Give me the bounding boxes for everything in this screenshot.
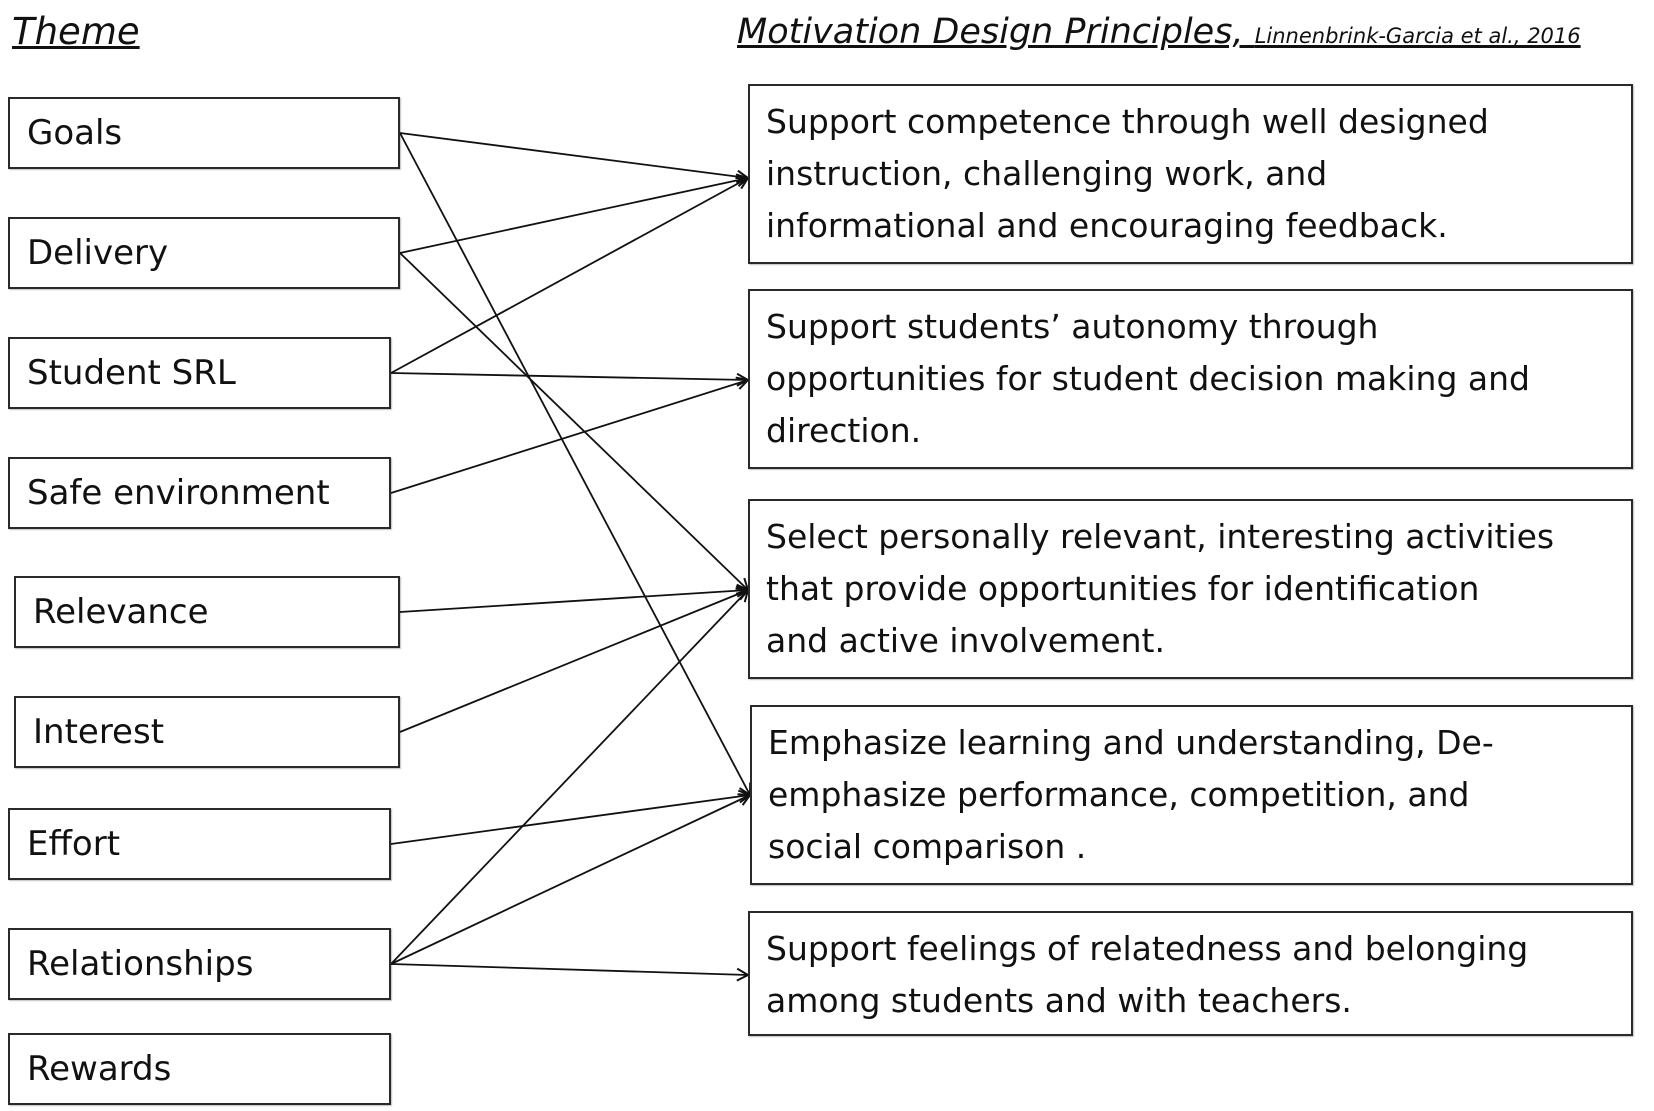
theme-label: Safe environment (27, 473, 330, 513)
theme-box-safe-environment (8, 457, 391, 529)
principle-box-relatedness (748, 911, 1633, 1036)
principle-box-competence (748, 84, 1633, 264)
principle-box-learning (750, 705, 1633, 885)
theme-label: Goals (27, 113, 123, 153)
theme-label: Relationships (27, 944, 254, 984)
connector-arrow (391, 373, 748, 380)
theme-box-goals (8, 97, 400, 169)
connector-arrow (391, 590, 748, 964)
principle-line: direction. (766, 411, 922, 450)
principles-header-citation: Linnenbrink-Garcia et al., 2016 (1254, 24, 1581, 48)
theme-label: Rewards (27, 1049, 172, 1089)
principle-line: Support students’ autonomy through (766, 307, 1379, 346)
principle-line: Emphasize learning and understanding, De- (768, 723, 1494, 762)
principle-line: emphasize performance, competition, and (768, 775, 1470, 814)
principle-line: that provide opportunities for identification (766, 569, 1480, 608)
theme-box-delivery (8, 217, 400, 289)
connector-arrow (400, 133, 750, 795)
theme-box-relationships (8, 928, 391, 1000)
connector-arrow (400, 590, 748, 732)
theme-box-rewards (8, 1033, 391, 1105)
theme-label: Student SRL (27, 353, 236, 393)
principle-line: Support competence through well designed (766, 102, 1489, 141)
theme-label: Relevance (33, 592, 209, 632)
theme-label: Delivery (27, 233, 169, 273)
principle-line: social comparison . (768, 827, 1087, 866)
theme-box-relevance (14, 576, 400, 648)
theme-label: Interest (33, 712, 165, 752)
theme-box-student-srl (8, 337, 391, 409)
principle-line: among students and with teachers. (766, 981, 1352, 1020)
connector-arrow (391, 178, 748, 373)
principle-line: Select personally relevant, interesting activities (766, 517, 1555, 556)
theme-column-header: Theme (12, 10, 140, 53)
principle-box-relevance (748, 499, 1633, 679)
principle-line: opportunities for student decision making and (766, 359, 1530, 398)
connector-arrow (400, 253, 748, 590)
principle-line: informational and encouraging feedback. (766, 206, 1448, 245)
theme-box-interest (14, 696, 400, 768)
principles-header-title: Motivation Design Principles, (737, 12, 1244, 52)
connector-arrow (400, 178, 748, 253)
connector-arrow (391, 380, 748, 493)
principle-line: and active involvement. (766, 621, 1165, 660)
theme-label: Effort (27, 824, 121, 864)
principle-line: Support feelings of relatedness and belonging (766, 929, 1529, 968)
connector-arrow (400, 590, 748, 612)
connector-arrow (391, 964, 748, 975)
connector-arrow (400, 133, 748, 178)
principle-box-autonomy (748, 289, 1633, 469)
theme-box-effort (8, 808, 391, 880)
principle-line: instruction, challenging work, and (766, 154, 1328, 193)
